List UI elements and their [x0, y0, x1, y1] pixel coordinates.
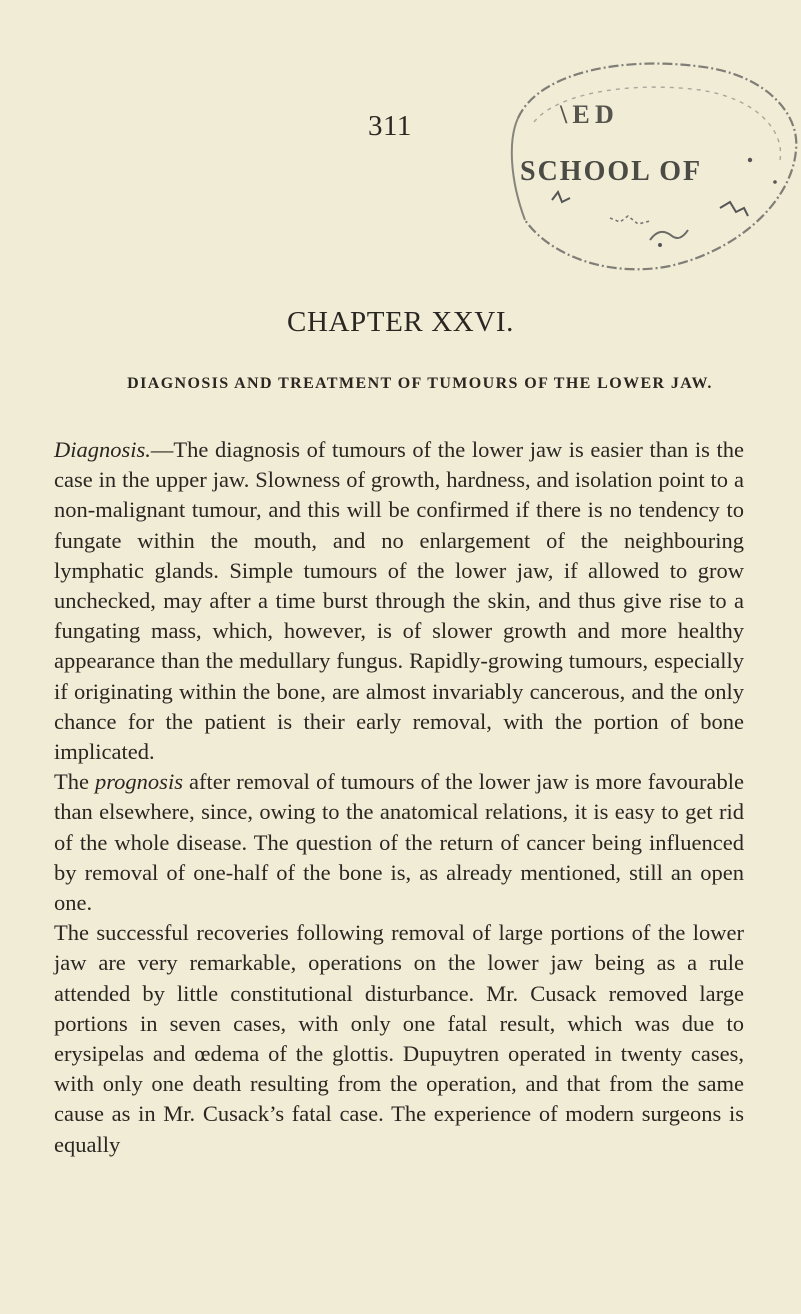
- paragraph-prognosis: [54, 767, 744, 918]
- run-in-heading-diagnosis: Diagnosis.: [54, 437, 151, 462]
- paragraph-diagnosis: [54, 435, 744, 767]
- chapter-subtitle: DIAGNOSIS AND TREATMENT OF TUMOURS OF THE LOWER JAW.: [127, 375, 713, 392]
- svg-text:\ E D: \ E D: [560, 100, 614, 129]
- paragraph-recoveries: [54, 918, 744, 1160]
- library-stamp: [500, 60, 801, 285]
- paragraph-text: after removal of tumours of the lower jaw is more favourable than elsewhere, since, owing to the anatomical relations, it is easy to get rid of the whole disease. The question of the return of cancer being influenced by removal of one-half of the bone is, as already mentioned, still an open one.: [54, 769, 744, 916]
- svg-text:SCHOOL OF: SCHOOL OF: [520, 156, 703, 187]
- paragraph-text: The successful recoveries following removal of large portions of the lower jaw are very remarkable, operations on the lower jaw being as a rule attended by little constitutional disturbance. Mr. Cusack removed large portions in seven cases, with only one fatal result, which was due to erysipelas and œdema of the glottis. Dupuytren operated in twenty cases, with only one death resulting from the operation, and that from the same cause as in Mr. Cusack’s fatal case. The experience of modern surgeons is equally: [54, 920, 744, 1157]
- paragraph-prefix: The: [54, 769, 96, 795]
- emphasis-prognosis: prognosis: [95, 769, 183, 795]
- page-number: 311: [368, 110, 412, 142]
- body-text: [54, 435, 744, 1160]
- chapter-title: CHAPTER XXVI.: [287, 306, 514, 338]
- paragraph-text: —The diagnosis of tumours of the lower jaw is easier than is the case in the upper jaw. Slowness of growth, hardness, and isolation point to a non-malignant tumour, and this will be confirmed if there is no tendency to fungate within the mouth, and no enlargement of the neighbouring lymphatic glands. Simple tumours of the lower jaw, if allowed to grow unchecked, may after a time burst through the skin, and thus give rise to a fungating mass, which, however, is of slower growth and more healthy appearance than the medullary fungus. Rapidly-growing tumours, especially if originating within the bone, are almost invariably cancerous, and the only chance for the patient is their early removal, with the portion of bone implicated.: [54, 437, 744, 765]
